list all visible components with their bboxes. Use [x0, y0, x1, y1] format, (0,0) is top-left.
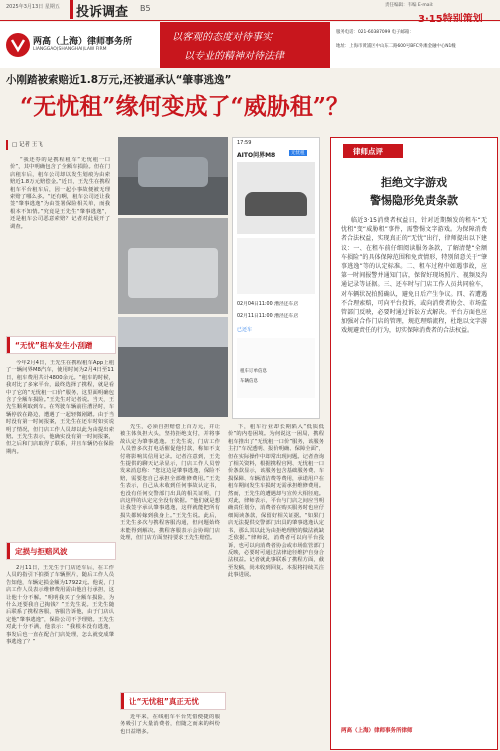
section-title: 投诉调查 — [76, 5, 129, 20]
subhead-2: 定损与拒赔风波 — [15, 547, 68, 556]
order-status: 已还车 — [237, 327, 253, 333]
slogan-line-1: 以客观的态度对待事实 — [172, 32, 272, 43]
sidebar-lawyer: 两高（上海）律师事务所律师 — [341, 728, 413, 734]
sidebar-title-2: 警惕隐形免责条款 — [370, 194, 458, 207]
section-1-body: 今年2月4日，王先生在携程租车App上租了一辆问界M8汽车，使用时间为2月4日至11日，租车费用共计4800余元。“租车的时候，我对比了多家平台，最终选择了携程，就是看中了它的“无忧租一口价”服务，这里面明确包含了全额车损险。”王先生对记者说。当天，王先生顺利取到车。在驾驶车辆前往漕泾时，车辆停放在路边，遭遇了一起轻微剐蹭。由于当时没有第一时间报案，王先生在还车时如实说明了情况，但门店工作人员却以此为由提出索赔。王先生表示，他确实没有第一时间报案，但之后和门店取得了联系，并且车辆仍在保险期内。 — [6, 360, 114, 455]
firm-name-en: LIANGGAO(SHANGHAI)LAW FIRM — [33, 47, 107, 52]
return-time: 02月11日11:00 漕泾还车店 — [237, 314, 299, 319]
slogan-panel — [160, 22, 330, 68]
firm-logo-icon — [6, 33, 30, 57]
subhead-3-box — [120, 692, 226, 710]
order-details — [237, 338, 315, 398]
firm-name: 两高（上海）律师事务所 — [33, 37, 133, 47]
phone-time: 17:59 — [237, 140, 252, 146]
sidebar-badge: 律师点评 — [353, 147, 383, 156]
byline: □ 记者 王飞 — [12, 142, 43, 148]
page-number: B5 — [140, 4, 151, 13]
subhead-1: “无忧”租车发生小刮蹭 — [15, 341, 93, 350]
wuyou-badge: 无忧租 — [291, 151, 305, 156]
sidebar-title-1: 拒绝文字游戏 — [381, 176, 447, 189]
column-3-body: 下，租车行业却长期陷入“低质低价”的内卷困境。为何说这一困局，携程租车推出了“无忧租一口价”服务，该服务主打“车况透明、报价明确、保障全面”，但在实际操作中却常出现问题。记者查询了相关资料，根据携程官网、无忧租一口价条款显示，该服务包含基础服务费、车损保障、车辆清洁费等费用，承诺用户在租车期间发生车损时无需承担维修费用。然而，王先生的遭遇却与宣传大相径庭。对此，律师表示，平台与门店之间应当明确责任划分，消费者在购买服务时也应仔细阅读条款，保留好相关证据。“如果门店无法提供交警部门出具的肇事逃逸认定书，那么其以此为由拒绝理赔的做法就缺乏依据。”律师说，消费者可以向平台投诉，也可以向消费者协会或市场监管部门反映，必要时可通过法律途径维护自身合法权益。记者就此事联系了携程方面，截至发稿，尚未收到回复。本报将持续关注此事进展。 — [228, 424, 324, 579]
damage-photo-3 — [118, 317, 228, 417]
article-kicker: 小刚踏被索赔近1.8万元,还被逼承认“肇事逃逸” — [6, 74, 232, 86]
issue-date: 2025年3月13日 星期五 — [6, 4, 60, 10]
slogan-line-2: 以专业的精神对待法律 — [184, 51, 284, 62]
booking-screenshot — [232, 137, 320, 419]
section-3-body: 近年来，在线租车平台凭借便捷的服务吸引了大量消费者，但随之而来的纠纷也日益增多。 — [120, 714, 220, 735]
byline-marker — [6, 140, 8, 150]
lawyer-sidebar — [330, 137, 498, 750]
column-2-body: 先生，必须自担赔偿上百万元，并让被主体负担大头，坚持拒绝支付，并将事故认定为肇事逃逸。王先生说，门店工作人员曾多次打电话催促他付款，称如不支付将影响其信用记录。记者注意到，王先生提供的聊天记录显示，门店工作人员曾发来消息称：“您这边是肇事逃逸，保险不赔，需要您自己承担全部维修费用。”王先生表示，自己从未收到任何事故认定书，也没有任何交警部门出具的相关证明，门店这样的认定完全没有依据。“他们就是想让我签字承认肇事逃逸，这样就能把所有损失都转嫁到我身上。”王先生说。此后，王先生多次与携程客服沟通，但问题始终未能得到解决。携程客服表示会协调门店处理，但门店方面坚持要求王先生赔偿。 — [120, 424, 220, 542]
damage-photo-2 — [118, 218, 228, 314]
section-marker — [70, 0, 73, 19]
car-title: AITO问界M8 — [237, 152, 276, 159]
header-rule — [0, 20, 500, 21]
car-photo — [237, 162, 315, 234]
section-2-body: 2月11日，王先生于门店还车后，在工作人员的指引下拍摄了车辆照片，随后工作人员告知他，车辆定损金额为17922元。他说，门店工作人员表示维修费用需由他自行承担，这让他十分不解。“明明我买了全额车损险，为什么还要我自己掏钱？”王先生说。王先生随后联系了携程客服，客服告诉他，由于门店认定他“肇事逃逸”，保险公司不予理赔。王先生对此十分不满，他表示：“我根本没有逃逸，事发后也一直在配合门店处理，怎么就变成肇事逃逸了？” — [6, 565, 114, 646]
firm-contact: 服务电话：021-60387099 电子邮箱： — [336, 30, 414, 35]
sidebar-body: 临近3·15消费者权益日，针对近期频发的租车“无忧租”变“威胁租”事件，需警惕文字游戏。为保障消费者合法权益，实现真正的“无忧”出行，律师提出以下建议：一、在租车前仔细阅读服务条款，了解清楚“全额车损险”的具体保障范围和免责情形，特别留意关于“肇事逃逸”等的认定标准。二、租车过程中如遇事故，应第一时间报警并通知门店，保留好现场照片、视频及沟通记录等证据。三、还车时与门店工作人员共同验车，对车辆状况拍照确认，避免日后产生争议。四、若遭遇不合理索赔，可向平台投诉，或向消费者协会、市场监管部门反映，必要时通过诉讼方式解决。平台方面也应加强对合作门店的管理，规范理赔流程，杜绝以文字游戏规避责任的行为，切实保障消费者的合法权益。 — [341, 217, 487, 335]
order-info-line: 租车订单信息 — [240, 369, 267, 374]
subhead-3: 让“无忧租”真正无忧 — [129, 697, 199, 706]
vehicle-info-line: 车辆信息 — [240, 379, 258, 384]
pickup-time: 02月04日11:00 漕泾还车店 — [237, 302, 299, 307]
article-headline: “无忧租”缘何变成了“威胁租”？ — [20, 93, 349, 120]
subhead-2-box — [6, 542, 116, 560]
firm-address: 地址：上海市黄浦区中山东二路600号BFC外滩金融中心N1幢 — [336, 44, 456, 49]
damage-photo-1 — [118, 137, 228, 215]
car-photo-2 — [237, 238, 315, 294]
editor-line: 责任编辑：韦编 E-mail: — [385, 3, 434, 8]
law-firm-ad — [0, 22, 500, 68]
subhead-1-box — [6, 336, 116, 354]
sidebar-badge-bg — [343, 144, 403, 158]
lead-paragraph: “我还券的是携程租车“无忧租一口价”，其中明确包含了全额车损险。但在门店租车后，租车公司却以发生划痕为由索赔近1.8万元赔偿金。”近日，王先生在携程租车平台租车后，因一起小事故便被无理索赔了哪么多。“还有啊，租车公司还让我签“肇事逃逸”为由签署保险相关单，而我根本不知情。”究竟是王先生“肇事逃逸”，还是租车公司恶意索赔？记者对此展开了调查。 — [10, 157, 110, 230]
